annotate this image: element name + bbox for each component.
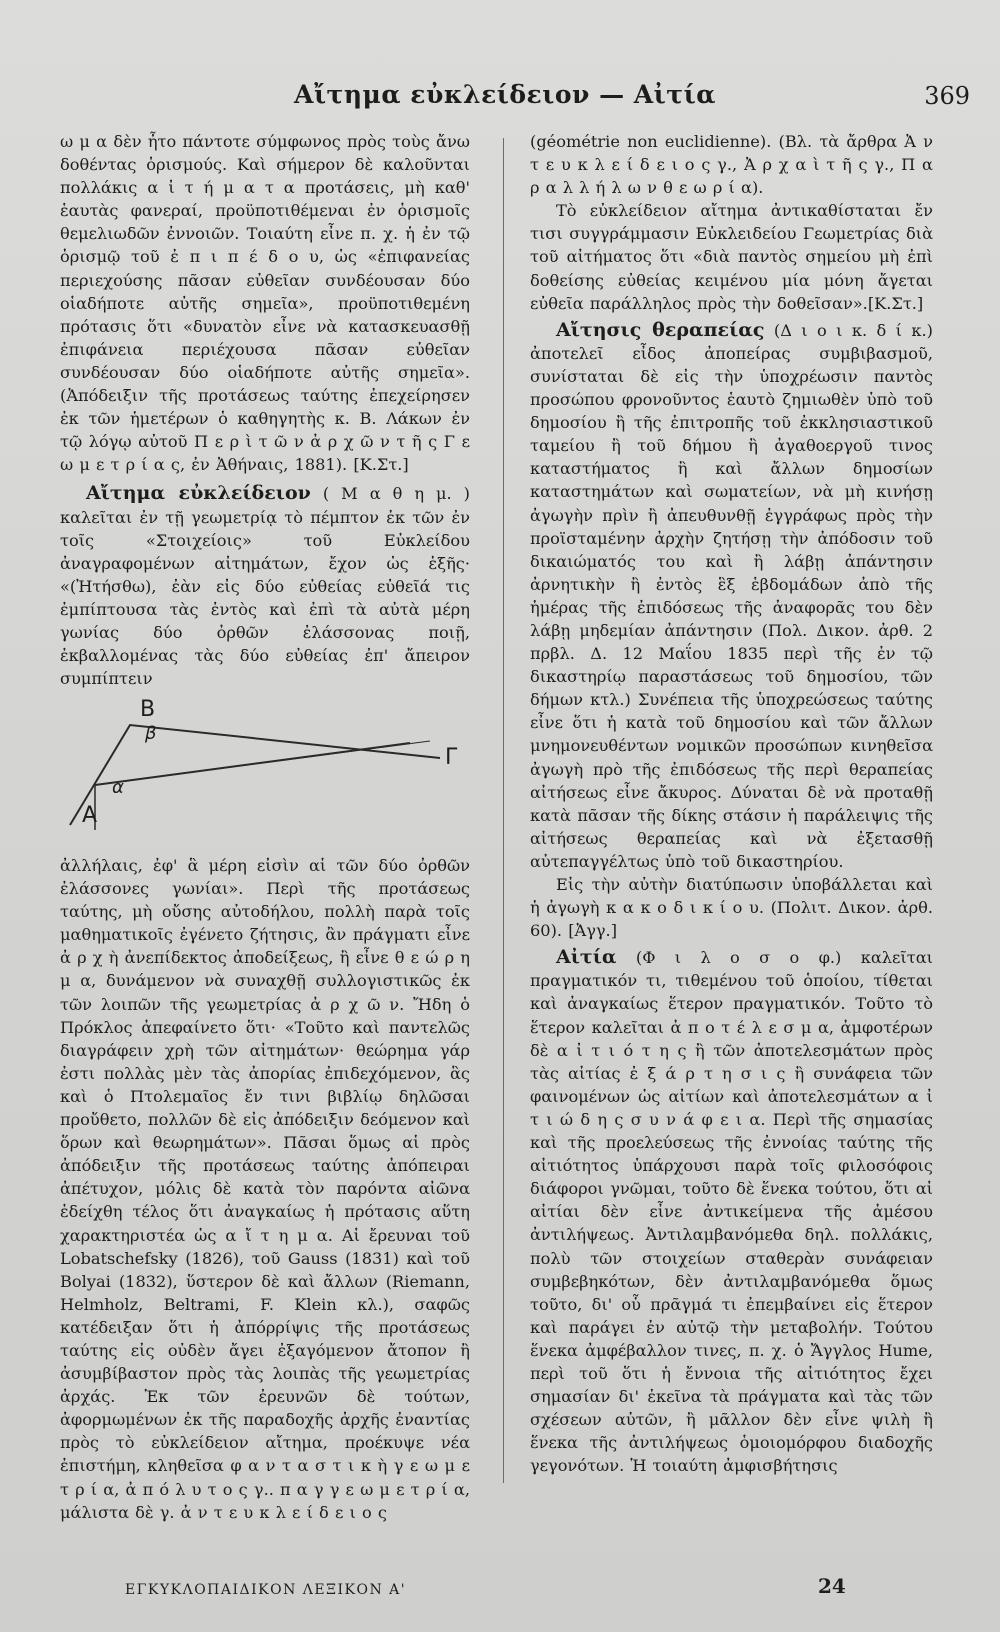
- entry-body: καλεῖται ἐν τῇ γεωμετρίᾳ τὸ πέμπτον ἐκ τῶν ἐν τοῖς «Στοιχείοις» τοῦ Εὐκλείδου ἀναγραφομένων αἰτημάτων, ἔχον ὡς ἑξῆς· «(Ἠτήσθω), ἐὰν εἰς δύο εὐθείας εὐθεῖά τις ἐμπίπτουσα τὰς ἐντὸς καὶ ἐπὶ τὰ αὐτὰ μέρη γωνίας δύο ὀρθῶν ἐλάσσονας ποιῇ, ἐκβαλλομένας τὰς δύο εὐθείας ἐπ' ἄπειρον συμπίπτειν: [60, 507, 470, 689]
- entry-headword: Αἴτησις θεραπείας: [556, 318, 765, 341]
- triangle-diagram: [60, 705, 480, 840]
- right-paragraph-3: Εἰς τὴν αὐτὴν διατύπωσιν ὑποβάλλεται καὶ ἡ ἀγωγὴ κ α κ ο δ ι κ ί ο υ. (Πολιτ. Δικον. ἀρθ. 60). [Ἀγγ.]: [530, 875, 933, 941]
- entry-cause: [530, 946, 933, 1477]
- running-head: Αἴτημα εὐκλείδειον — Αἰτία: [294, 80, 716, 109]
- right-paragraph-2: Τὸ εὐκλείδειον αἴτημα ἀντικαθίσταται ἔν τισι συγγράμμασιν Εὐκλειδείου Γεωμετρίας διὰ τοῦ αἰτήματος ὅτι «διὰ παντὸς σημείου μὴ ἐπὶ δοθείσης εὐθείας κειμένου μία μόνη ἄγεται εὐθεῖα παράλληλος πρὸς τὴν δοθεῖσαν».[Κ.Στ.]: [530, 201, 933, 313]
- extension-line: [95, 741, 430, 785]
- entry-headword: Αἰτία: [556, 946, 617, 969]
- entry-field-tag: (Δ ι ο ι κ. δ ί κ.): [773, 320, 933, 340]
- entry-body: καλεῖται πραγματικόν τι, τιθεμένου τοῦ ὁποίου, τίθεται καὶ ἀναγκαίως ἕτερον πραγματικόν. Τοῦτο τὸ ἕτερον καλεῖται ἀ π ο τ έ λ ε σ μ α, ἀμφοτέρων δὲ α ἰ τ ι ό τ η ς ἢ τῶν ἀποτελεσμάτων πρὸς τὰς αἰτίας ἐ ξ ά ρ τ η σ ι ς ἢ συνάφεια τῶν φαινομένων ὡς αἰτίων καὶ ἀποτελεσμάτων α ἰ τ ι ώ δ η ς σ υ ν ά φ ε ι α. Περὶ τῆς σημασίας καὶ τῆς προελεύσεως τῆς ἐννοίας ταύτης τῆς αἰτιότητος ὑπάρχουσι παρὰ τοῖς φιλοσόφοις διάφοροι γνῶμαι, τοῦτο δὲ ἕνεκα τούτου, ὅτι αἱ αἰτίαι δὲν εἶνε ἀντικείμενα τῆς ἀμέσου ἀντιλήψεως. Ἀντιλαμβανόμεθα δηλ. πολλάκις, πολὺ τῶν στοιχείων σταθερὰν συνάφειαν συμβεβηκότων, δὲν ἀντιλαμβανόμεθα ὅμως τοῦτο, δι' οὗ πρᾶγμά τι ἐπεμβαίνει εἰς ἕτερον καὶ παράγει ἐν αὐτῷ τὴν μεταβολήν. Τούτου ἕνεκα ἀμφέβαλλον τινες, π. χ. ὁ Ἄγγλος Hume, περὶ τοῦ ὅτι ἡ ἔννοια τῆς αἰτιότητος ἔχει σημασίαν δι' ἐκεῖνα τὰ πράγματα καὶ τὰς τῶν σχέσεων αὐτῶν, ἢ μᾶλλον δὲν εἶνε ψιλὴ ἢ ἕνεκα τῆς ἀντιλήψεως ὁμοιομόρφου διαδοχῆς γεγονότων. Ἡ τοιαύτη ἀμφισβήτησις: [530, 948, 933, 1476]
- label-alpha: α: [112, 777, 124, 798]
- right-paragraph-1: (géométrie non euclidienne). (Βλ. τὰ ἄρθρα Ἀ ν τ ε υ κ λ ε ί δ ε ι ο ς γ., Ἀ ρ χ α ὶ τ ῆ ς γ., Π α ρ α λ λ ή λ ω ν θ ε ω ρ ί α).: [530, 132, 933, 198]
- label-beta: β: [145, 723, 157, 744]
- label-B: B: [140, 697, 156, 722]
- page-header: [40, 80, 970, 116]
- entry-headword: Αἴτημα εὐκλείδειον: [86, 482, 311, 505]
- entry-euclid-postulate: [60, 482, 470, 690]
- label-A: A: [82, 803, 98, 828]
- page-footer: ΕΓΚΥΚΛΟΠΑΙΔΙΚΟΝ ΛΕΞΙΚΟΝ Α': [125, 1582, 407, 1598]
- left-paragraph-2: ἀλλήλαις, ἐφ' ἃ μέρη εἰσὶν αἱ τῶν δύο ὀρθῶν ἐλάσσονες γωνίαι». Περὶ τῆς προτάσεως ταύτης, μὴ οὔσης αὐτοδήλου, πολλὴ παρὰ τοῖς μαθηματικοῖς ἐγένετο ζήτησις, ἂν πράγματι εἶνε ἀ ρ χ ὴ ἀνεπίδεκτος ἀποδείξεως, ἢ εἶνε θ ε ώ ρ η μ α, δυνάμενον νὰ συναχθῇ συλλογιστικῶς ἐκ τῶν λοιπῶν τῆς γεωμετρίας ἀ ρ χ ῶ ν. Ἤδη ὁ Πρόκλος ἀπεφαίνετο ὅτι· «Τοῦτο καὶ παντελῶς διαγράφειν χρὴ τῶν αἰτημάτων· θεώρημα γάρ ἐστι πολλὰς μὲν τὰς ἀπορίας ἐπιδεχόμενον, ἃς καὶ ὁ Πτολεμαῖος ἔν τινι βιβλίῳ δηλῶσαι προὔθετο, πολλῶν δὲ εἰς ἀπόδειξιν δεόμενον καὶ ὅρων καὶ θεωρημάτων». Πᾶσαι ὅμως αἱ πρὸς ἀπόδειξιν τῆς προτάσεως ταύτης ἀπόπειραι ἀπέτυχον, μόλις δὲ κατὰ τὸν παρόντα αἰῶνα ἐδείχθη τέλος ὅτι ἀναγκαίως ἡ πρότασις αὕτη χαρακτηριστέα ὡς α ἴ τ η μ α. Αἱ ἔρευναι τοῦ Lobatschefsky (1826), τοῦ Gauss (1831) καὶ τοῦ Bolyai (1832), ὕστερον δὲ καὶ ἄλλων (Riemann, Helmholz, Beltrami, F. Klein κλ.), σαφῶς κατέδειξαν ὅτι ἡ ἀπόρρίψις τῆς προτάσεως ταύτης εἰς οὐδὲν ἄγει ἐξαγόμενον ἄτοπον ἢ ἀσυμβίβαστον πρὸς τὰς λοιπὰς τῆς γεωμετρίας ἀρχάς. Ἐκ τῶν ἐρευνῶν δὲ τούτων, ἀφορμωμένων ἐκ τῆς παραδοχῆς ἀρχῆς ἐναντίας πρὸς τὸ εὐκλείδειον αἴτημα, προέκυψε νέα ἐπιστήμη, κληθεῖσα φ α ν τ α σ τ ι κ ὴ γ ε ω μ ε τ ρ ί α, ἀ π ό λ υ τ ο ς γ.. π α γ γ ε ω μ ε τ ρ ί α, μάλιστα δὲ γ. ἀ ν τ ε υ κ λ ε ί δ ε ι ο ς: [60, 856, 470, 1522]
- entry-field-tag: ( Μ α θ η μ. ): [322, 484, 471, 504]
- geometry-figure: [60, 697, 480, 840]
- column-divider: [503, 138, 504, 1483]
- label-Gamma: Γ: [445, 745, 458, 770]
- entry-field-tag: (Φ ι λ ο σ ο φ.): [635, 948, 842, 968]
- entry-body: ἀποτελεῖ εἶδος ἀποπείρας συμβιβασμοῦ, συνίσταται δὲ εἰς τὴν ὑποχρέωσιν παντὸς προσώπου φρονοῦντος ἑαυτὸ ζημιωθὲν ὑπὸ τοῦ δημοσίου ἢ τῆς ἐπιτροπῆς τοῦ ἐκκλησιαστικοῦ ταμείου ἢ τοῦ δήμου ἢ ἀγαθοεργοῦ τινος καταστήματος ἢ καὶ ἄλλων δημοσίων καταστημάτων καὶ σωματείων, νὰ μὴ κινήσῃ ἀγωγὴν πρὶν ἢ ἀπευθυνθῇ ἐγγράφως πρὸς τὴν προϊσταμένην ἀρχὴν ζητήσῃ τὴν ἀπόδοσιν τοῦ δικαιώματός του καὶ ἢ λάβῃ ἀπάντησιν ἀρνητικὴν ἢ ἐντὸς ἓξ ἑβδομάδων ἀπὸ τῆς ἡμέρας τῆς ἐπιδόσεως τῆς ἀναφορᾶς του δὲν λάβῃ μηδεμίαν ἀπάντησιν (Πολ. Δικον. ἀρθ. 2 πρβλ. Δ. 12 Μαΐου 1835 περὶ τῆς ἐν τῷ δικαστηρίῳ παραστάσεως τοῦ δημοσίου, τῶν δήμων κτλ.) Συνέπεια τῆς ὑποχρεώσεως ταύτης εἶνε ὅτι ἡ κατὰ τοῦ δημοσίου καὶ τῶν ἄλλων μνημονευθέντων νομικῶν προσώπων κινηθεῖσα ἀγωγὴ πρὸ τῆς ἐπιδόσεως τῆς περὶ θεραπείας αἰτήσεως εἶνε ἄκυρος. Δύναται δὲ νὰ προταθῇ κατὰ πᾶσαν τῆς δίκης στάσιν ἡ παράλειψις τῆς αἰτήσεως θεραπείας καὶ νὰ ἐξετασθῇ αὐτεπαγγέλτως ὑπὸ τοῦ δικαστηρίου.: [530, 343, 933, 871]
- left-column-continued: [60, 854, 470, 1524]
- signature-mark: 24: [818, 1574, 846, 1598]
- right-column: [530, 130, 933, 1477]
- entry-petition-remedy: [530, 319, 933, 873]
- page-number: 369: [924, 82, 970, 110]
- transversal-lines: [70, 725, 440, 825]
- left-paragraph-1: ω μ α δὲν ἦτο πάντοτε σύμφωνος πρὸς τοὺς ἄνω δοθέντας ὁρισμούς. Καὶ σήμερον δὲ καλοῦνται πολλάκις α ἰ τ ή μ α τ α προτάσεις, μὴ καθ' ἑαυτὰς φανεραί, προϋποτιθέμεναι ἐν ὁρισμοῖς θεμελιωδῶν ἐννοιῶν. Τοιαύτη εἶνε π. χ. ἡ ἐν τῷ ὁρισμῷ τοῦ ἐ π ι π έ δ ο υ, ὡς «ἐπιφανείας περιεχούσης πᾶσαν εὐθεῖαν συνδέουσαν δύο οἱαδήποτε αὐτῆς σημεῖα», προϋποτιθεμένη πρότασις ὅτι «δυνατὸν εἶνε νὰ κατασκευασθῇ ἐπιφάνεια περιέχουσα πᾶσαν εὐθεῖαν συνδέουσαν δύο οἱαδήποτε αὐτῆς σημεῖα». (Ἀπόδειξιν τῆς προτάσεως ταύτης ἐπεχείρησεν ἐκ τῶν ἡμετέρων ὁ καθηγητὴς κ. Β. Λάκων ἐν τῷ λόγῳ αὐτοῦ Π ε ρ ὶ τ ῶ ν ἀ ρ χ ῶ ν τ ῆ ς Γ ε ω μ ε τ ρ ί α ς, ἐν Ἀθήναις, 1881). [Κ.Στ.]: [60, 132, 470, 475]
- left-column: [60, 130, 470, 690]
